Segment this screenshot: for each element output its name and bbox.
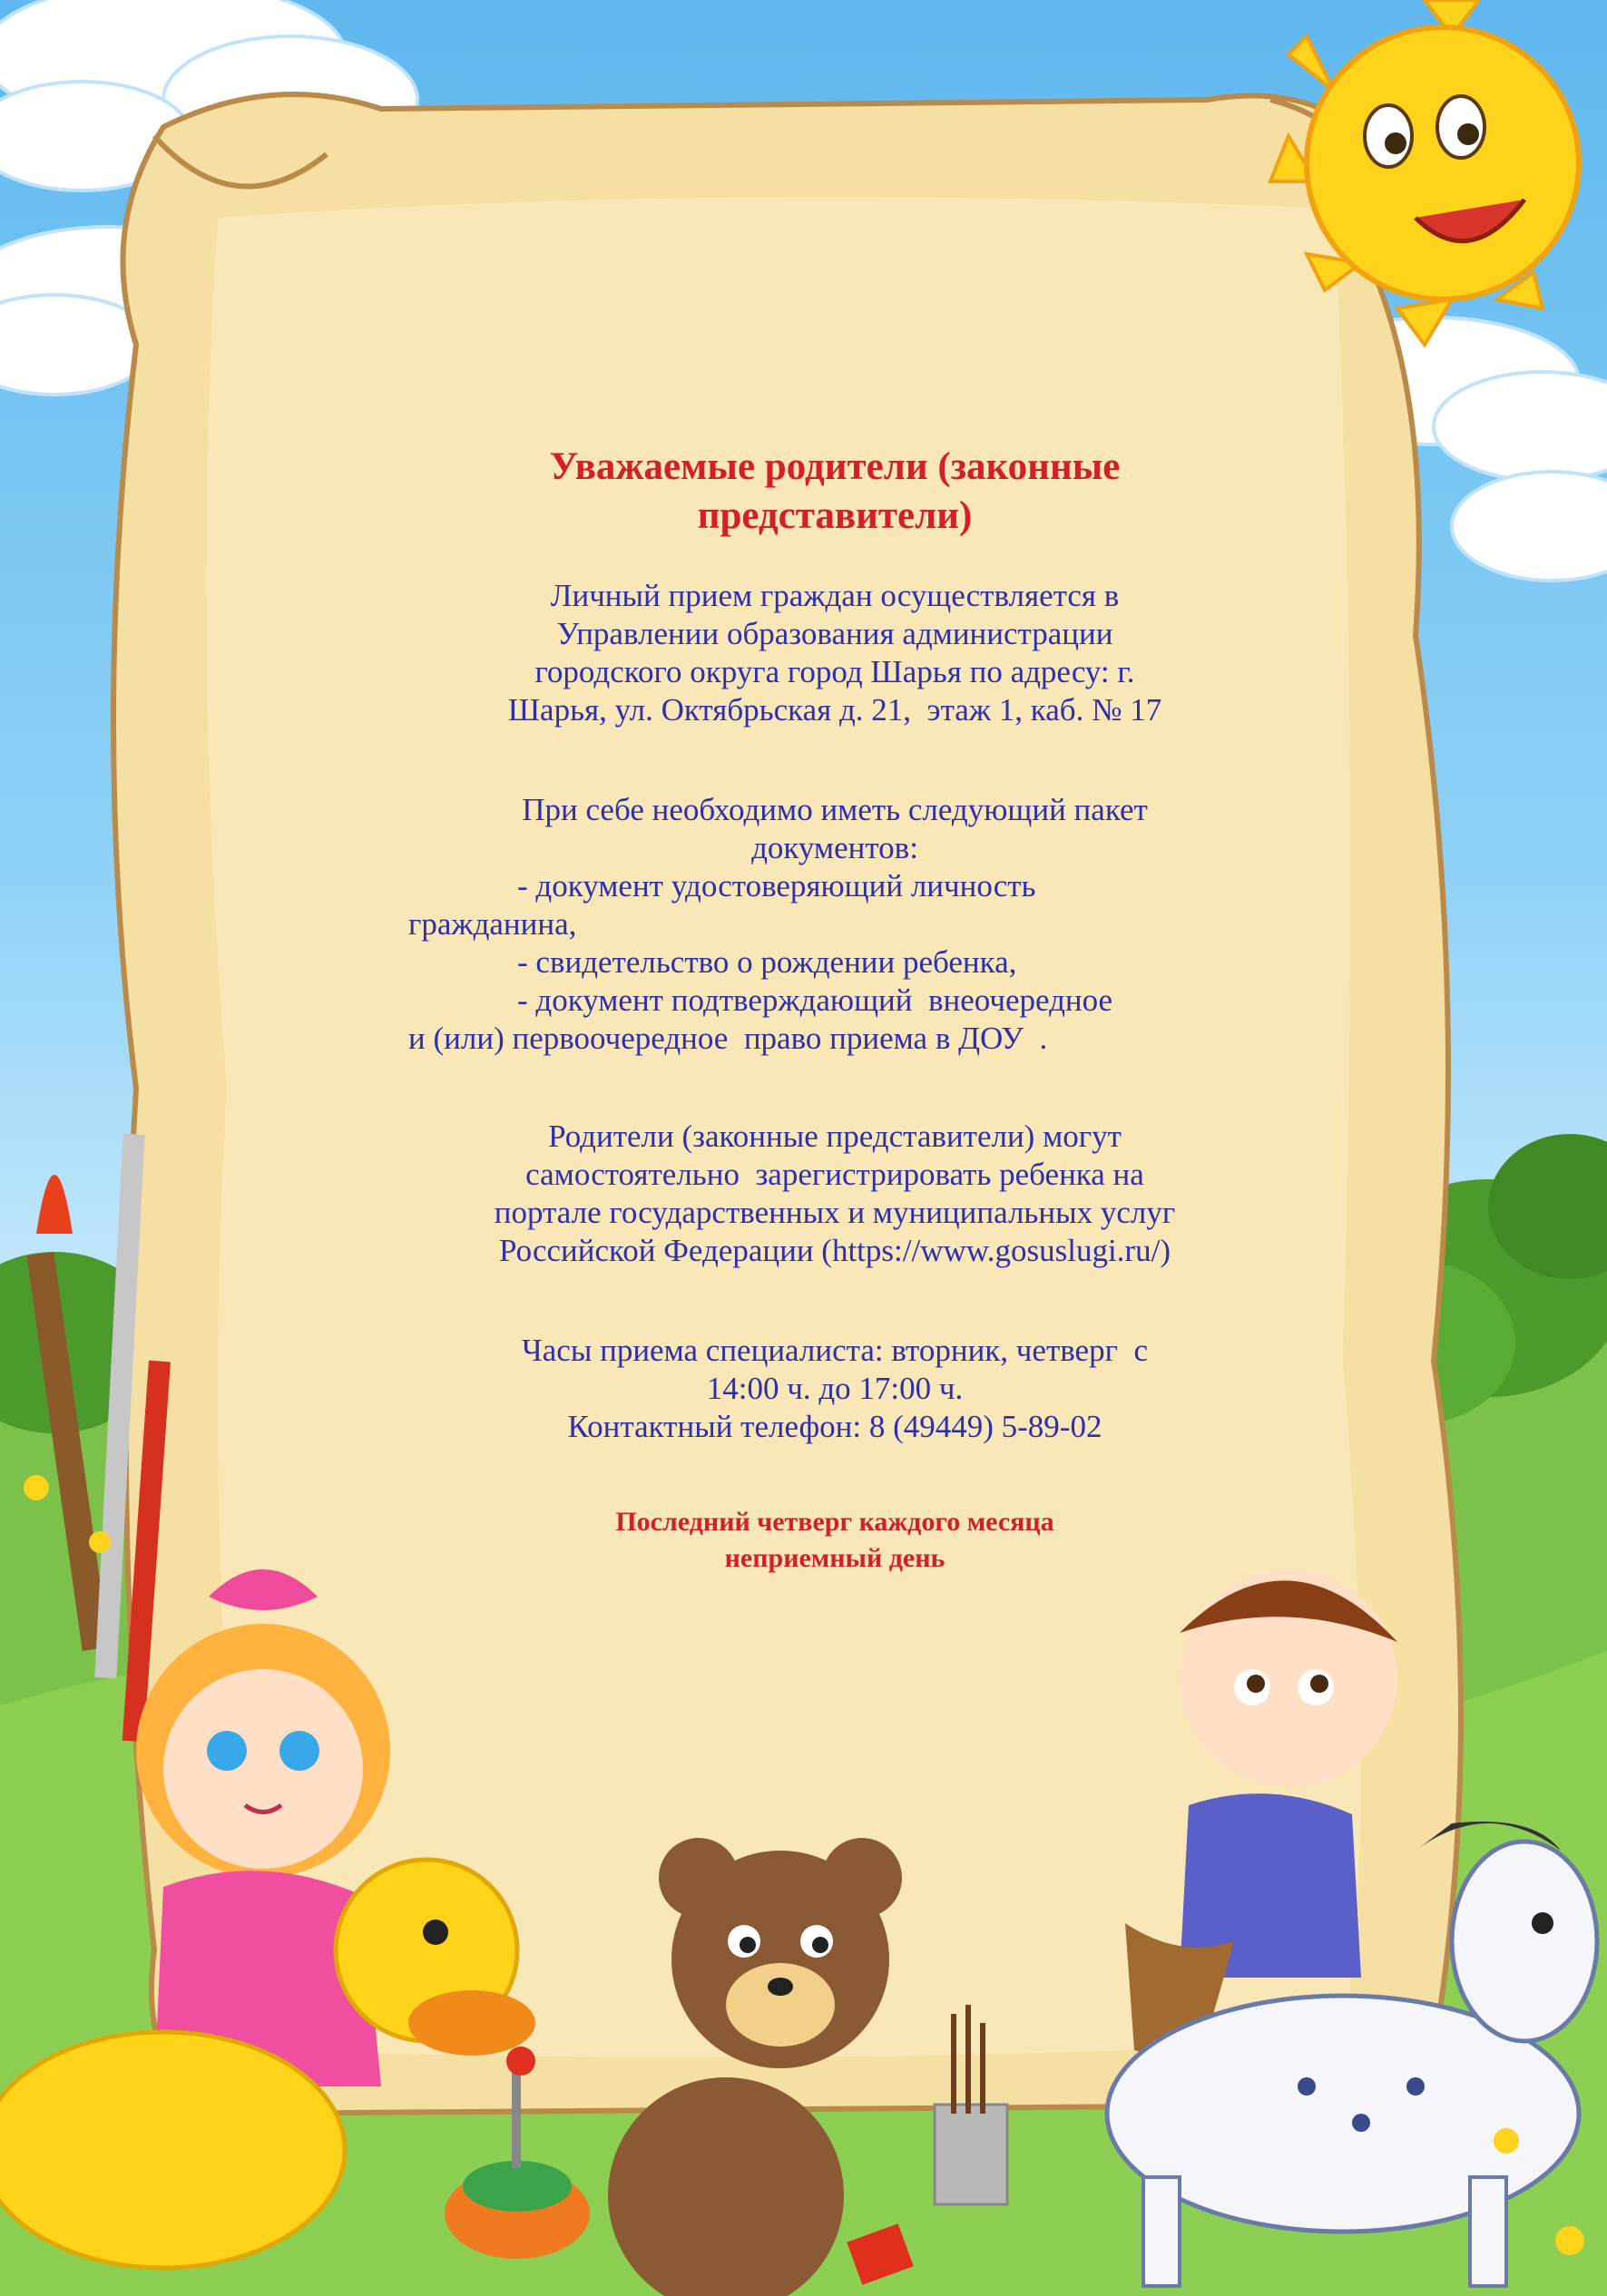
notice-line: неприемный день: [724, 1543, 946, 1573]
portal-line: самостоятельно зарегистрировать ребенка на: [525, 1157, 1144, 1192]
hours-line: Часы приема специалиста: вторник, четверг с: [522, 1333, 1148, 1368]
hours-paragraph: [399, 1332, 1270, 1446]
documents-list: [408, 867, 1225, 1058]
title: [399, 443, 1270, 541]
address-line: Управлении образования администрации: [556, 616, 1113, 651]
document-item: и (или) первоочередное право приема в ДОУ .: [408, 1021, 1048, 1056]
address-line: Шарья, ул. Октябрьская д. 21, этаж 1, каб. № 17: [507, 692, 1162, 728]
portal-line: Родители (законные представители) могут: [548, 1119, 1122, 1154]
title-line-1: Уважаемые родители (законные: [549, 445, 1121, 488]
phone-line: Контактный телефон: 8 (49449) 5-89-02: [567, 1409, 1102, 1444]
portal-paragraph: [399, 1118, 1270, 1270]
documents-intro-line: При себе необходимо иметь следующий пакет: [522, 792, 1148, 827]
portal-line: Российской Федерации (https://www.gosuslugi.ru/): [499, 1233, 1171, 1268]
document-item: - документ удостоверяющий личность: [517, 868, 1036, 904]
document-item: гражданина,: [408, 906, 577, 942]
address-line: Личный прием граждан осуществляется в: [550, 578, 1120, 613]
hours-line: 14:00 ч. до 17:00 ч.: [706, 1371, 964, 1406]
cloud-icon: [1452, 472, 1607, 581]
document-item: - документ подтверждающий внеочередное: [517, 982, 1113, 1018]
notice: [399, 1504, 1270, 1577]
address-paragraph: [399, 577, 1270, 729]
portal-line: портале государственных и муниципальных услуг: [494, 1195, 1176, 1230]
documents-intro-line: документов:: [751, 830, 918, 865]
documents-intro: [399, 791, 1270, 867]
document-item: - свидетельство о рождении ребенка,: [517, 944, 1017, 980]
address-line: городского округа город Шарья по адресу: г.: [534, 654, 1135, 689]
notice-line: Последний четверг каждого месяца: [615, 1507, 1054, 1537]
title-line-2: представители): [697, 494, 973, 537]
